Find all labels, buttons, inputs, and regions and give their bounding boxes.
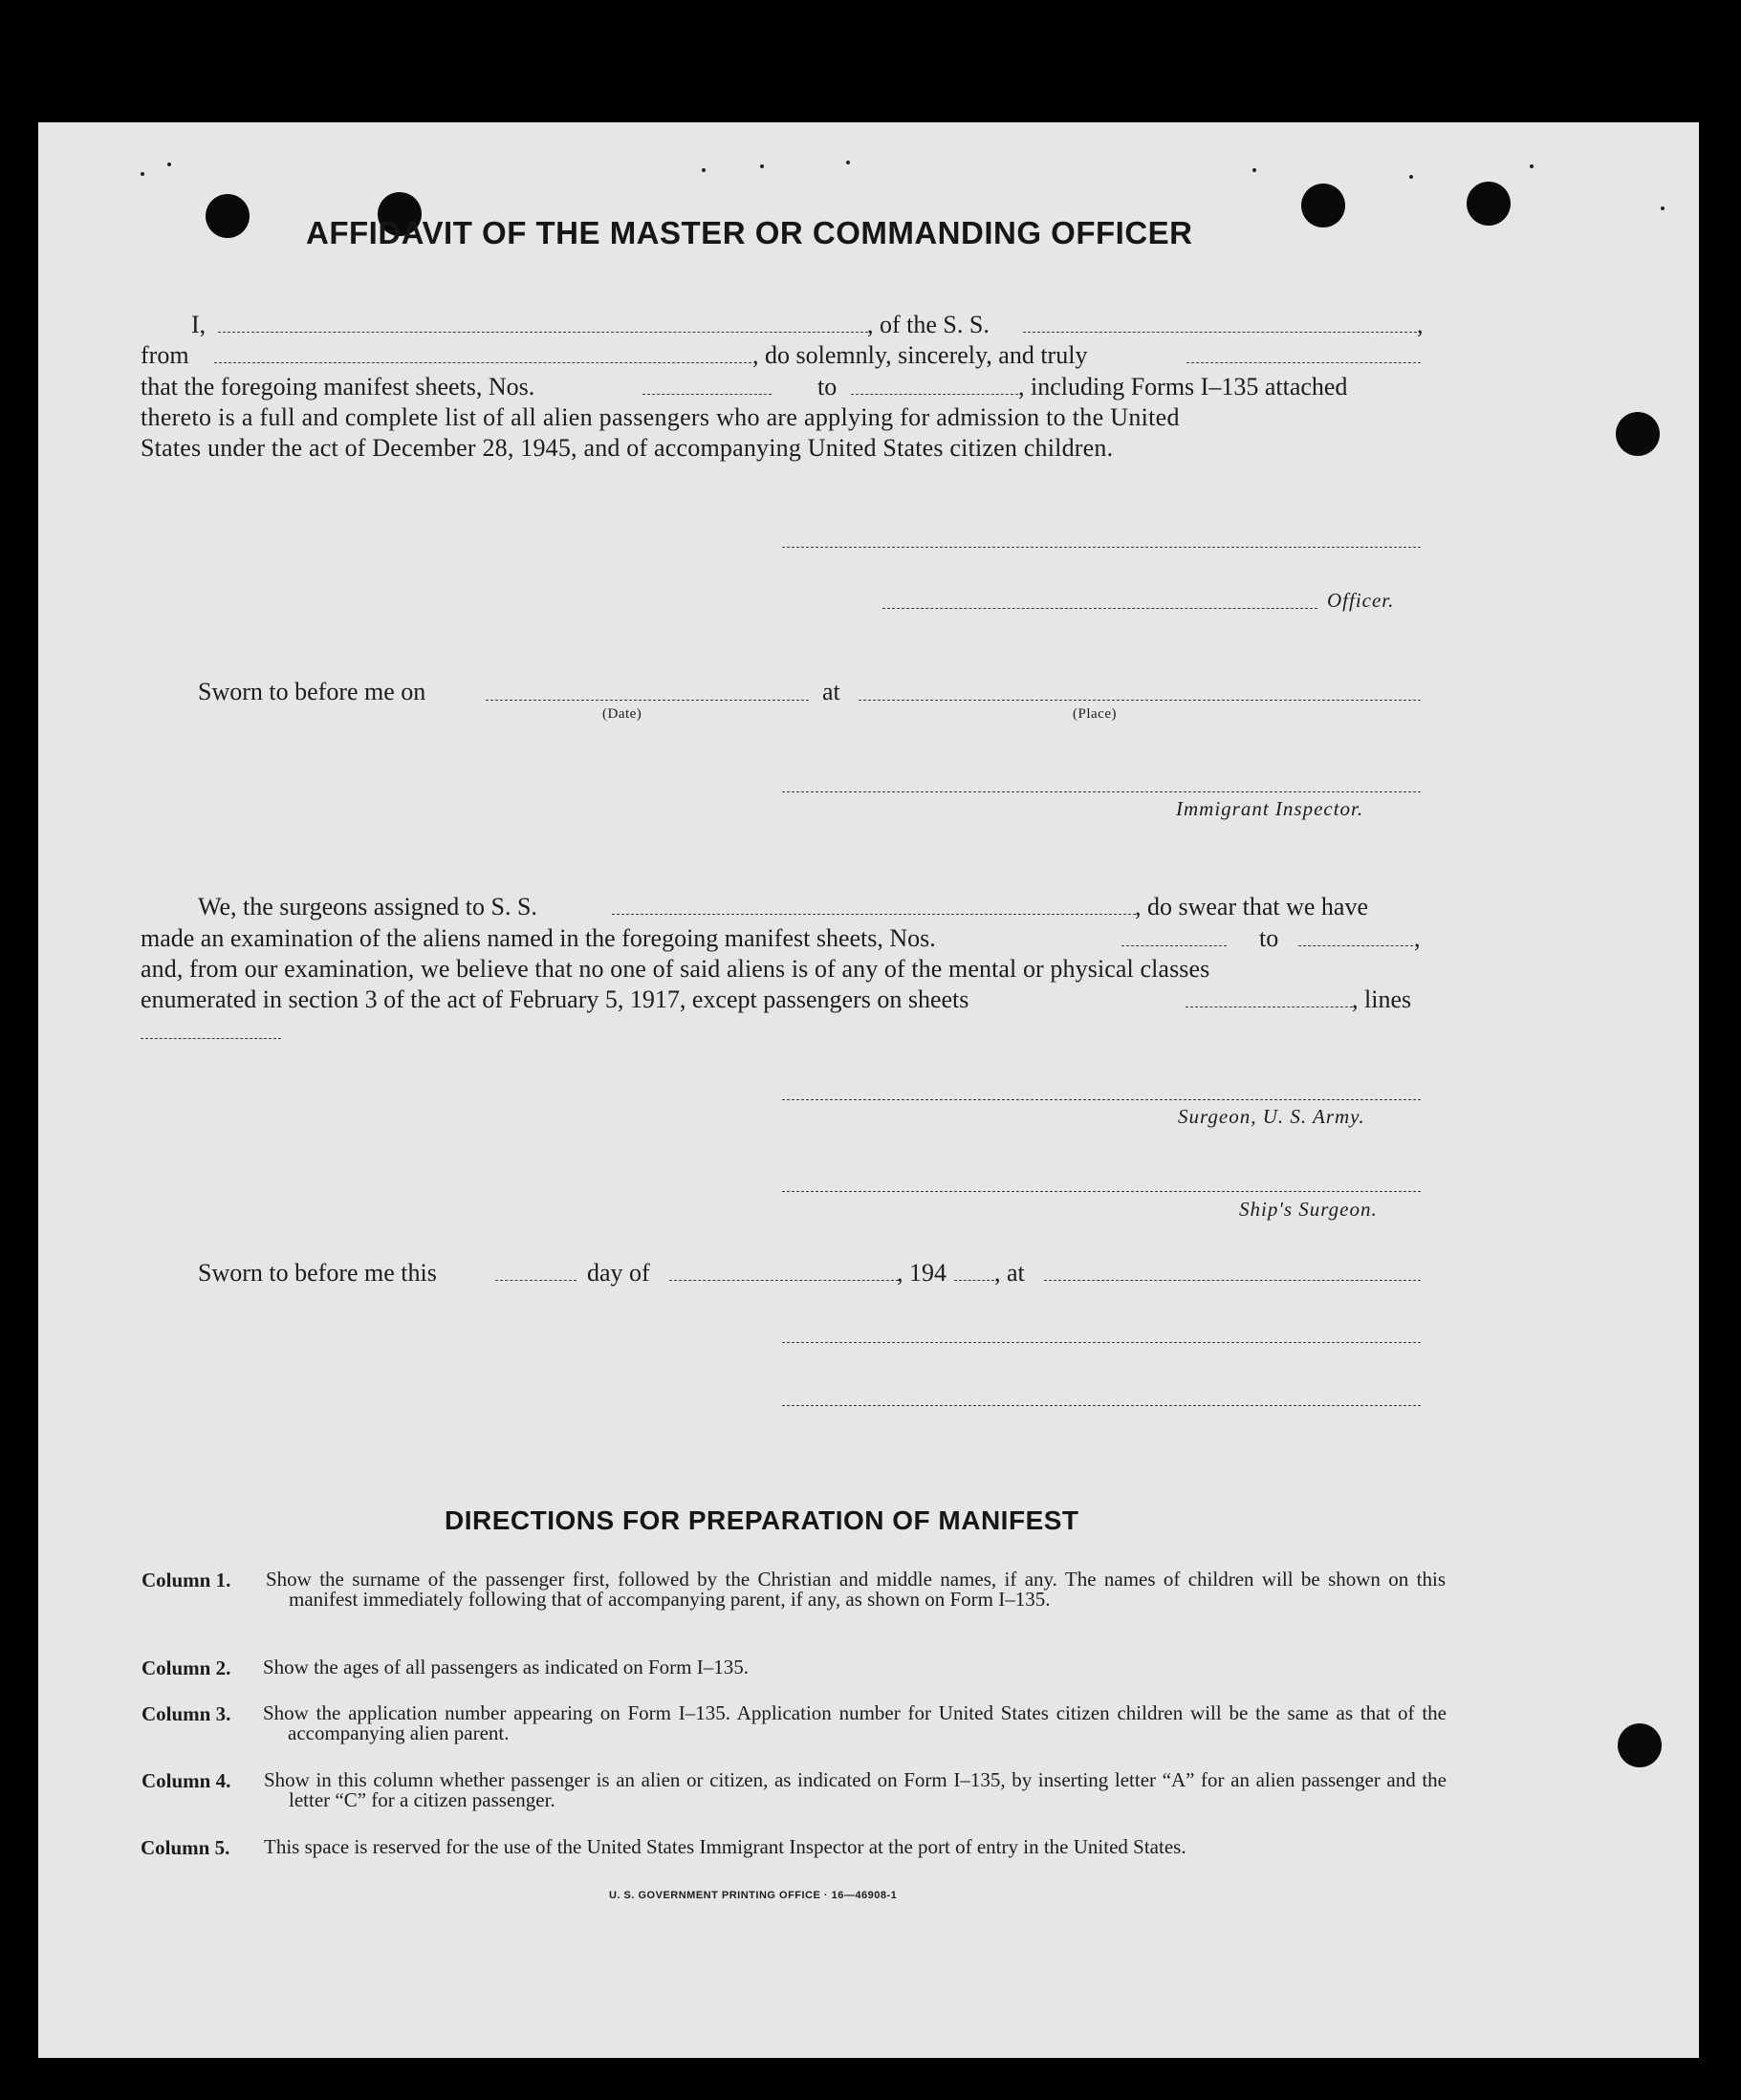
sworn2-signature-line-1[interactable] <box>782 1342 1421 1343</box>
speck <box>1530 164 1534 168</box>
surgeons-sheets-from-field[interactable] <box>1121 945 1227 946</box>
speck <box>760 164 764 168</box>
punch-hole <box>206 194 250 238</box>
speck <box>702 168 706 172</box>
sheets-from-field[interactable] <box>642 394 772 395</box>
surgeons-enum: enumerated in section 3 of the act of February 5, 1917, except passengers on sheets <box>141 985 969 1013</box>
column-4-label: Column 4. <box>141 1769 231 1792</box>
affidavit-from: from <box>141 341 189 369</box>
column-5-label: Column 5. <box>141 1836 230 1859</box>
affidavit-i: I, <box>191 311 207 338</box>
page-title: AFFIDAVIT OF THE MASTER OR COMMANDING OFFICER <box>306 215 1193 250</box>
sworn2-year: , 194 <box>897 1259 947 1287</box>
punch-hole <box>1467 182 1511 226</box>
sworn2-day-field[interactable] <box>495 1280 577 1281</box>
surgeons-ship-field[interactable] <box>612 914 1136 915</box>
officer-signature-line-2[interactable] <box>882 608 1317 609</box>
punch-hole <box>1616 412 1660 456</box>
surgeons-made: made an examination of the aliens named in the foregoing manifest sheets, Nos. <box>141 924 936 952</box>
place-caption: (Place) <box>1073 706 1117 722</box>
column-3-text: Show the application number appearing on Form I–135. Application number for United States citizen children will be the same as that of the accompanying alien parent. <box>263 1701 1447 1744</box>
printing-office-footer: U. S. GOVERNMENT PRINTING OFFICE · 16—46908-1 <box>609 1890 898 1901</box>
punch-hole <box>1618 1723 1662 1767</box>
sworn-date-field[interactable] <box>486 700 809 701</box>
master-name-field[interactable] <box>218 332 868 333</box>
affidavit-line4: thereto is a full and complete list of all alien passengers who are applying for admission to the United <box>141 403 1180 431</box>
surgeons-we: We, the surgeons assigned to S. S. <box>198 893 537 920</box>
surgeons-line3: and, from our examination, we believe that no one of said aliens is of any of the mental or physical classes <box>141 955 1210 983</box>
column-2-label: Column 2. <box>141 1656 231 1679</box>
punch-hole <box>1301 184 1345 227</box>
sworn2-place-field[interactable] <box>1044 1280 1421 1281</box>
column-5-text: This space is reserved for the use of the United States Immigrant Inspector at the port of entry in the United States. <box>264 1835 1186 1858</box>
affidavit-that: that the foregoing manifest sheets, Nos. <box>141 373 535 401</box>
affidavit-line5: States under the act of December 28, 1945, and of accompanying United States citizen children. <box>141 434 1114 462</box>
sworn2-month-field[interactable] <box>669 1280 899 1281</box>
officer-label: Officer. <box>1327 589 1395 612</box>
column-1-label: Column 1. <box>141 1569 231 1591</box>
surgeons-sheets-to-field[interactable] <box>1298 945 1413 946</box>
affidavit-ofss: , of the S. S. <box>867 311 990 338</box>
sworn-text: Sworn to before me on <box>198 678 426 705</box>
speck <box>1252 168 1256 172</box>
date-caption: (Date) <box>602 706 642 722</box>
speck <box>1661 206 1665 210</box>
army-surgeon-label: Surgeon, U. S. Army. <box>1178 1105 1365 1128</box>
affidavit-including: , including Forms I–135 attached <box>1018 373 1348 401</box>
ship-surgeon-label: Ship's Surgeon. <box>1239 1198 1378 1221</box>
speck <box>141 172 144 176</box>
sworn2-text: Sworn to before me this <box>198 1259 437 1287</box>
declaration-field[interactable] <box>1186 362 1421 363</box>
army-surgeon-signature-line[interactable] <box>782 1099 1421 1100</box>
speck <box>1409 175 1413 179</box>
column-4-text: Show in this column whether passenger is an alien or citizen, as indicated on Form I–135, by inserting letter “A” for an alien passenger and the letter “C” for a citizen passenger. <box>264 1768 1447 1811</box>
directions-heading: DIRECTIONS FOR PREPARATION OF MANIFEST <box>445 1505 1079 1535</box>
sworn2-signature-line-2[interactable] <box>782 1405 1421 1406</box>
surgeons-lines: , lines <box>1352 985 1412 1013</box>
officer-signature-line-1[interactable] <box>782 547 1421 548</box>
ship-name-field[interactable] <box>1023 332 1417 333</box>
inspector-signature-line[interactable] <box>782 791 1421 792</box>
column-3-label: Column 3. <box>141 1702 231 1725</box>
ship-surgeon-signature-line[interactable] <box>782 1191 1421 1192</box>
surgeons-comma: , <box>1414 924 1421 952</box>
sworn2-at: , at <box>994 1259 1025 1287</box>
lines-field[interactable] <box>141 1038 281 1039</box>
surgeons-to: to <box>1259 924 1279 952</box>
sworn2-year-field[interactable] <box>954 1280 994 1281</box>
affidavit-comma: , <box>1417 311 1424 338</box>
column-2-text: Show the ages of all passengers as indicated on Form I–135. <box>263 1656 749 1678</box>
affidavit-to: to <box>817 373 838 401</box>
sworn-place-field[interactable] <box>859 700 1421 701</box>
speck <box>167 162 171 166</box>
sworn2-day-of: day of <box>587 1259 650 1287</box>
from-port-field[interactable] <box>214 362 751 363</box>
inspector-label: Immigrant Inspector. <box>1176 797 1364 820</box>
sheets-to-field[interactable] <box>851 394 1018 395</box>
surgeons-do: , do swear that we have <box>1135 893 1369 920</box>
sworn-at: at <box>822 678 840 705</box>
column-1-text: Show the surname of the passenger first, followed by the Christian and middle names, if any. The names of children will be shown on this manifest immediately following that of accompanying parent, if any, as shown on Form I–135. <box>266 1568 1446 1611</box>
affidavit-do: , do solemnly, sincerely, and truly <box>752 341 1088 369</box>
speck <box>846 161 850 164</box>
